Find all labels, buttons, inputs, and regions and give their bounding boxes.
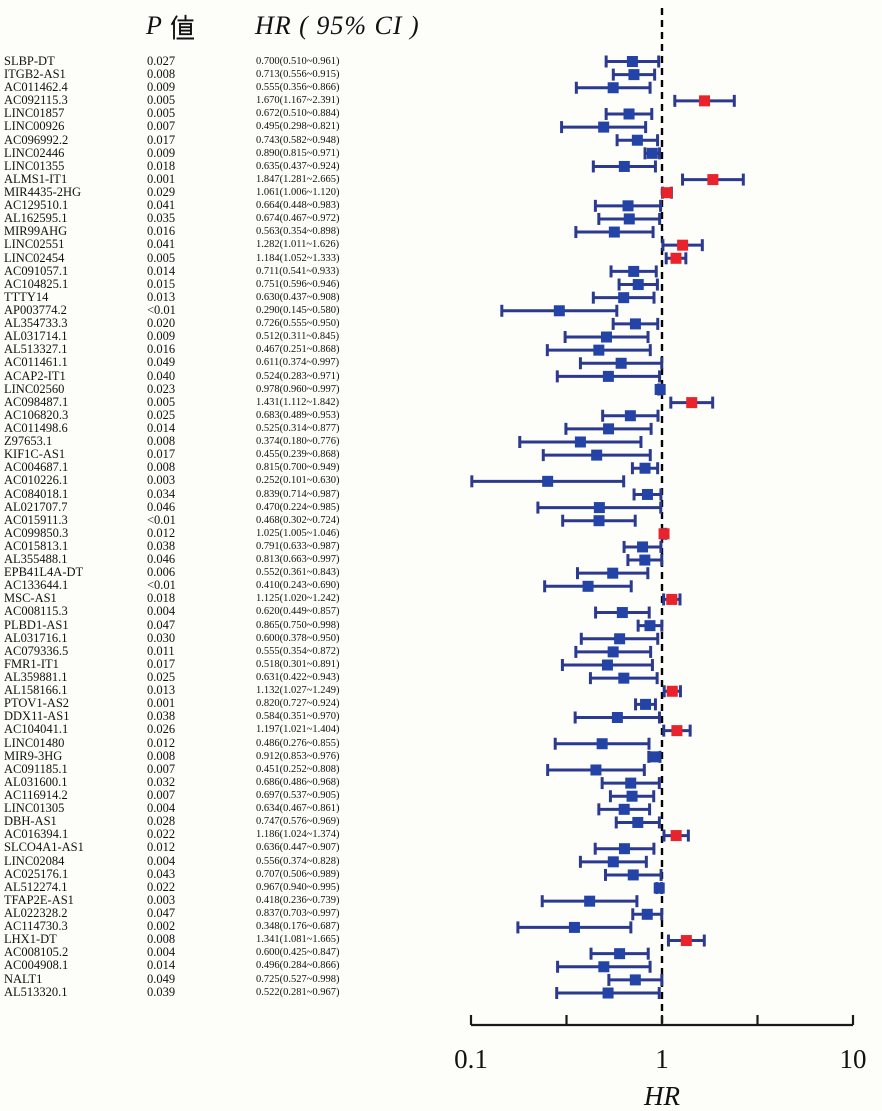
hr-marker bbox=[627, 56, 638, 67]
p-value: 0.047 bbox=[147, 906, 176, 920]
hr-marker bbox=[593, 345, 604, 356]
gene-name-label: AC116914.2 bbox=[4, 788, 68, 803]
gene-name-label: AC015813.1 bbox=[4, 538, 69, 553]
hr-marker bbox=[671, 725, 682, 736]
hr-marker bbox=[677, 240, 688, 251]
hr-marker bbox=[609, 227, 620, 238]
hr-marker bbox=[644, 620, 655, 631]
p-value: 0.012 bbox=[147, 840, 176, 855]
hr-marker bbox=[616, 358, 627, 369]
p-value: 0.030 bbox=[147, 630, 176, 645]
gene-name-label: AC096992.2 bbox=[4, 132, 69, 147]
p-value: 0.049 bbox=[147, 971, 176, 986]
hr-ci-value: 0.747(0.576~0.969) bbox=[256, 816, 340, 828]
hr-ci-value: 1.197(1.021~1.404) bbox=[256, 724, 340, 736]
hr-marker bbox=[554, 305, 565, 316]
hr-marker bbox=[671, 253, 682, 264]
p-value: 0.032 bbox=[147, 774, 176, 789]
hr-ci-value: 0.636(0.447~0.907) bbox=[256, 842, 340, 854]
p-value: <0.01 bbox=[147, 512, 176, 527]
gene-name-label: AC114730.3 bbox=[4, 919, 68, 934]
hr-marker bbox=[632, 817, 643, 828]
gene-name-label: AL513320.1 bbox=[4, 984, 68, 999]
hr-marker bbox=[624, 213, 635, 224]
hr-marker bbox=[630, 318, 641, 329]
hr-ci-value: 0.512(0.311~0.845) bbox=[256, 331, 340, 343]
hr-ci-value: 0.890(0.815~0.971) bbox=[256, 147, 340, 159]
hr-marker bbox=[614, 948, 625, 959]
hr-ci-value: 0.374(0.180~0.776) bbox=[256, 436, 340, 448]
hr-marker bbox=[647, 148, 658, 159]
hr-ci-value: 0.418(0.236~0.739) bbox=[256, 894, 340, 906]
p-value: 0.046 bbox=[147, 499, 176, 514]
hr-ci-value: 0.711(0.541~0.933) bbox=[256, 265, 340, 277]
p-value: 0.013 bbox=[147, 683, 176, 698]
gene-name-label: TFAP2E-AS1 bbox=[4, 892, 74, 907]
hr-marker bbox=[628, 69, 639, 80]
hr-marker bbox=[569, 922, 580, 933]
hr-marker bbox=[628, 869, 639, 880]
hr-ci-value: 0.725(0.527~0.998) bbox=[256, 973, 340, 985]
hr-ci-value: 0.611(0.374~0.997) bbox=[256, 357, 340, 369]
gene-name-label: AC091057.1 bbox=[4, 263, 69, 278]
hr-marker bbox=[594, 515, 605, 526]
p-value: 0.027 bbox=[147, 53, 176, 68]
hr-marker bbox=[601, 332, 612, 343]
p-value: 0.016 bbox=[147, 342, 176, 357]
hr-marker bbox=[607, 568, 618, 579]
hr-marker bbox=[603, 423, 614, 434]
hr-marker bbox=[618, 673, 629, 684]
hr-ci-value: 0.743(0.582~0.948) bbox=[256, 134, 340, 146]
hr-marker bbox=[671, 830, 682, 841]
hr-marker bbox=[686, 397, 697, 408]
hr-ci-value: 0.664(0.448~0.983) bbox=[256, 200, 340, 212]
hr-ci-value: 1.670(1.167~2.391) bbox=[256, 95, 340, 107]
hr-marker bbox=[667, 686, 678, 697]
gene-name-label: SLCO4A1-AS1 bbox=[4, 840, 84, 855]
p-value: 0.002 bbox=[147, 919, 176, 934]
p-value: 0.018 bbox=[147, 158, 176, 173]
p-value: 0.004 bbox=[147, 945, 176, 960]
p-value: <0.01 bbox=[147, 578, 176, 593]
hr-marker bbox=[590, 764, 601, 775]
gene-name-label: MIR99AHG bbox=[4, 224, 68, 239]
x-axis-title: HR bbox=[644, 1081, 680, 1111]
gene-name-label: AC011498.6 bbox=[4, 420, 68, 435]
hr-marker bbox=[628, 266, 639, 277]
p-value: 0.016 bbox=[147, 224, 176, 239]
hr-ci-value: 0.967(0.940~0.995) bbox=[256, 881, 340, 893]
p-value: 0.006 bbox=[147, 565, 176, 580]
hr-ci-value: 0.525(0.314~0.877) bbox=[256, 422, 340, 434]
hr-marker bbox=[681, 935, 692, 946]
gene-name-label: AL031600.1 bbox=[4, 774, 68, 789]
gene-name-label: AC079336.5 bbox=[4, 643, 69, 658]
p-value: 0.013 bbox=[147, 289, 176, 304]
hr-ci-value: 0.630(0.437~0.908) bbox=[256, 291, 340, 303]
gene-name-label: AC092115.3 bbox=[4, 93, 68, 108]
hr-marker bbox=[707, 174, 718, 185]
gene-name-label: AC004908.1 bbox=[4, 958, 69, 973]
gene-name-label: AC016394.1 bbox=[4, 827, 69, 842]
gene-name-label: LINC01305 bbox=[4, 801, 65, 816]
hr-marker bbox=[649, 751, 660, 762]
hr-ci-value: 0.631(0.422~0.943) bbox=[256, 672, 340, 684]
hr-marker bbox=[614, 633, 625, 644]
hr-ci-value: 0.290(0.145~0.580) bbox=[256, 304, 340, 316]
hr-ci-value: 0.791(0.633~0.987) bbox=[256, 540, 340, 552]
gene-name-label: AC099850.3 bbox=[4, 525, 69, 540]
p-value: 0.008 bbox=[147, 67, 176, 81]
gene-name-label: AP003774.2 bbox=[4, 302, 67, 317]
hr-ci-value: 0.713(0.556~0.915) bbox=[256, 69, 340, 80]
p-value: 0.007 bbox=[147, 788, 176, 803]
gene-name-label: FMR1-IT1 bbox=[4, 656, 59, 671]
gene-name-label: AC010226.1 bbox=[4, 473, 69, 488]
hr-marker bbox=[633, 279, 644, 290]
hr-marker bbox=[603, 988, 614, 999]
hr-ci-value: 0.600(0.378~0.950) bbox=[256, 632, 340, 644]
gene-name-label: MIR4435-2HG bbox=[4, 184, 82, 199]
hr-ci-value: 0.978(0.960~0.997) bbox=[256, 383, 340, 395]
hr-ci-value: 0.563(0.354~0.898) bbox=[256, 226, 340, 238]
gene-name-label: AC091185.1 bbox=[4, 761, 68, 776]
hr-marker bbox=[608, 856, 619, 867]
hr-marker bbox=[699, 95, 710, 106]
hr-ci-value: 0.620(0.449~0.857) bbox=[256, 606, 340, 618]
gene-name-label: LINC02560 bbox=[4, 381, 65, 396]
p-value: 0.038 bbox=[147, 709, 176, 724]
gene-name-label: LINC02551 bbox=[4, 237, 65, 252]
gene-name-label: AL158166.1 bbox=[4, 683, 68, 698]
p-value: 0.041 bbox=[147, 198, 176, 213]
hr-ci-value: 0.726(0.555~0.950) bbox=[256, 318, 340, 330]
hr-ci-value: 0.518(0.301~0.891) bbox=[256, 658, 340, 670]
hr-ci-value: 1.132(1.027~1.249) bbox=[256, 685, 340, 697]
p-value: 0.004 bbox=[147, 853, 176, 868]
hr-ci-value: 0.600(0.425~0.847) bbox=[256, 947, 340, 959]
gene-name-label: AL022328.2 bbox=[4, 906, 68, 920]
hr-ci-value: 0.486(0.276~0.855) bbox=[256, 737, 340, 749]
p-value: <0.01 bbox=[147, 302, 176, 317]
p-value: 0.034 bbox=[147, 486, 176, 501]
gene-name-label: ALMS1-IT1 bbox=[4, 171, 68, 186]
hr-ci-value: 0.468(0.302~0.724) bbox=[256, 514, 340, 526]
gene-name-label: AC004687.1 bbox=[4, 460, 69, 475]
p-value: 0.039 bbox=[147, 984, 176, 999]
column-header-hr-ci: HR ( 95% CI ) bbox=[255, 11, 420, 40]
p-value: 0.017 bbox=[147, 447, 176, 462]
gene-name-label: AL359881.1 bbox=[4, 670, 68, 685]
gene-name-label: DDX11-AS1 bbox=[4, 709, 70, 724]
p-value: 0.003 bbox=[147, 473, 176, 488]
gene-name-label: AL512274.1 bbox=[4, 879, 68, 894]
hr-ci-value: 0.683(0.489~0.953) bbox=[256, 409, 340, 421]
p-value: 0.009 bbox=[147, 145, 176, 160]
gene-name-label: Z97653.1 bbox=[4, 434, 53, 449]
hr-ci-value: 0.865(0.750~0.998) bbox=[256, 619, 340, 631]
gene-name-label: LINC02446 bbox=[4, 145, 65, 160]
gene-name-label: ACAP2-IT1 bbox=[4, 368, 66, 383]
hr-marker bbox=[640, 463, 651, 474]
hr-ci-value: 1.341(1.081~1.665) bbox=[256, 934, 340, 946]
gene-name-label: AL031714.1 bbox=[4, 329, 68, 344]
p-value: 0.005 bbox=[147, 250, 176, 265]
gene-name-label: AC011461.1 bbox=[4, 355, 68, 370]
hr-marker bbox=[594, 502, 605, 513]
p-value: 0.017 bbox=[147, 656, 176, 671]
gene-name-label: AC025176.1 bbox=[4, 866, 69, 881]
gene-name-label: AC106820.3 bbox=[4, 407, 69, 422]
gene-name-label: AL031716.1 bbox=[4, 630, 68, 645]
gene-name-label: LINC01857 bbox=[4, 106, 65, 121]
p-value: 0.003 bbox=[147, 892, 176, 907]
gene-name-label: DBH-AS1 bbox=[4, 814, 57, 829]
hr-marker bbox=[584, 896, 595, 907]
p-value: 0.025 bbox=[147, 407, 176, 422]
hr-marker bbox=[627, 791, 638, 802]
p-value: 0.020 bbox=[147, 316, 176, 331]
p-header-latin: P bbox=[146, 11, 162, 40]
hr-ci-value: 1.186(1.024~1.374) bbox=[256, 829, 340, 841]
p-value: 0.001 bbox=[147, 171, 176, 186]
hr-ci-value: 0.837(0.703~0.997) bbox=[256, 908, 340, 919]
hr-ci-value: 1.125(1.020~1.242) bbox=[256, 593, 340, 605]
hr-ci-value: 0.635(0.437~0.924) bbox=[256, 160, 340, 172]
hr-marker bbox=[642, 489, 653, 500]
hr-marker bbox=[619, 161, 630, 172]
hr-marker bbox=[639, 555, 650, 566]
hr-ci-value: 0.467(0.251~0.868) bbox=[256, 344, 340, 356]
hr-marker bbox=[602, 660, 613, 671]
hr-marker bbox=[619, 804, 630, 815]
p-value: 0.005 bbox=[147, 106, 176, 121]
gene-name-label: AL021707.7 bbox=[4, 499, 68, 514]
gene-name-label: LINC02454 bbox=[4, 250, 65, 265]
hr-ci-value: 0.686(0.486~0.968) bbox=[256, 776, 340, 788]
hr-ci-value: 0.697(0.537~0.905) bbox=[256, 790, 340, 802]
hr-marker bbox=[608, 82, 619, 93]
p-value: 0.029 bbox=[147, 184, 176, 199]
gene-name-label: SLBP-DT bbox=[4, 53, 55, 68]
p-value: 0.018 bbox=[147, 591, 176, 606]
gene-name-label: AL513327.1 bbox=[4, 342, 68, 357]
hr-ci-value: 0.522(0.281~0.967) bbox=[256, 986, 340, 998]
p-value: 0.015 bbox=[147, 276, 176, 291]
hr-ci-value: 0.751(0.596~0.946) bbox=[256, 278, 340, 290]
hr-ci-value: 0.700(0.510~0.961) bbox=[256, 55, 340, 67]
p-value: 0.035 bbox=[147, 211, 176, 226]
hr-marker bbox=[654, 883, 665, 894]
hr-ci-value: 0.820(0.727~0.924) bbox=[256, 698, 340, 710]
p-value: 0.022 bbox=[147, 827, 176, 842]
hr-marker bbox=[659, 528, 670, 539]
p-value: 0.028 bbox=[147, 814, 176, 829]
hr-marker bbox=[597, 738, 608, 749]
hr-marker bbox=[612, 712, 623, 723]
gene-name-label: LINC02084 bbox=[4, 853, 65, 868]
gene-name-label: AL355488.1 bbox=[4, 552, 68, 567]
gene-name-label: AC011462.4 bbox=[4, 80, 68, 95]
hr-ci-value: 1.431(1.112~1.842) bbox=[256, 396, 340, 408]
gene-name-label: NALT1 bbox=[4, 971, 43, 986]
hr-marker bbox=[608, 646, 619, 657]
hr-marker bbox=[591, 450, 602, 461]
hr-ci-value: 0.815(0.700~0.949) bbox=[256, 462, 340, 474]
gene-name-label: LINC01480 bbox=[4, 735, 65, 750]
hr-ci-value: 0.455(0.239~0.868) bbox=[256, 449, 340, 461]
hr-marker bbox=[661, 187, 672, 198]
gene-name-label: TTTY14 bbox=[4, 289, 49, 304]
hr-ci-value: 0.672(0.510~0.884) bbox=[256, 108, 340, 120]
p-value: 0.012 bbox=[147, 525, 176, 540]
hr-ci-value: 0.556(0.374~0.828) bbox=[256, 855, 340, 867]
gene-name-label: MSC-AS1 bbox=[4, 591, 57, 606]
p-value: 0.008 bbox=[147, 932, 176, 947]
p-value: 0.001 bbox=[147, 696, 176, 711]
gene-name-label: EPB41L4A-DT bbox=[4, 565, 84, 580]
p-value: 0.005 bbox=[147, 394, 176, 409]
gene-name-label: LINC01355 bbox=[4, 158, 65, 173]
hr-ci-value: 0.674(0.467~0.972) bbox=[256, 213, 340, 225]
hr-ci-value: 0.252(0.101~0.630) bbox=[256, 475, 340, 487]
hr-ci-value: 0.912(0.853~0.976) bbox=[256, 750, 340, 762]
hr-ci-value: 0.634(0.467~0.861) bbox=[256, 803, 340, 815]
p-value: 0.008 bbox=[147, 460, 176, 475]
p-value: 0.026 bbox=[147, 722, 176, 737]
hr-marker bbox=[617, 607, 628, 618]
p-value: 0.017 bbox=[147, 132, 176, 147]
p-value: 0.049 bbox=[147, 355, 176, 370]
p-value: 0.004 bbox=[147, 604, 176, 619]
hr-ci-value: 0.707(0.506~0.989) bbox=[256, 868, 340, 880]
hr-ci-value: 0.555(0.356~0.866) bbox=[256, 82, 340, 94]
hr-ci-value: 0.555(0.354~0.872) bbox=[256, 645, 340, 657]
hr-marker bbox=[630, 974, 641, 985]
p-value: 0.012 bbox=[147, 735, 176, 750]
p-value: 0.022 bbox=[147, 879, 176, 894]
hr-marker bbox=[623, 200, 634, 211]
hr-ci-value: 0.552(0.361~0.843) bbox=[256, 567, 340, 579]
hr-ci-value: 0.410(0.243~0.690) bbox=[256, 580, 340, 592]
p-value: 0.047 bbox=[147, 617, 176, 632]
hr-marker bbox=[575, 436, 586, 447]
p-value: 0.011 bbox=[147, 643, 175, 658]
hr-ci-value: 0.813(0.663~0.997) bbox=[256, 554, 340, 566]
gene-name-label: AC084018.1 bbox=[4, 486, 69, 501]
gene-name-label: LINC00926 bbox=[4, 119, 65, 134]
p-value: 0.007 bbox=[147, 761, 176, 776]
hr-marker bbox=[625, 778, 636, 789]
p-value: 0.023 bbox=[147, 381, 176, 396]
p-value: 0.038 bbox=[147, 538, 176, 553]
hr-marker bbox=[642, 909, 653, 920]
hr-ci-value: 0.495(0.298~0.821) bbox=[256, 121, 340, 133]
p-value: 0.014 bbox=[147, 958, 176, 973]
gene-name-label: AC133644.1 bbox=[4, 578, 69, 593]
gene-name-label: ITGB2-AS1 bbox=[4, 67, 66, 81]
hr-marker bbox=[583, 581, 594, 592]
x-axis-tick-label: 10 bbox=[839, 1044, 867, 1074]
p-value: 0.009 bbox=[147, 80, 176, 95]
hr-marker bbox=[666, 594, 677, 605]
hr-ci-value: 0.496(0.284~0.866) bbox=[256, 960, 340, 972]
gene-name-label: AC104825.1 bbox=[4, 276, 69, 291]
hr-marker bbox=[618, 292, 629, 303]
gene-name-label: PTOV1-AS2 bbox=[4, 696, 70, 711]
p-value: 0.046 bbox=[147, 552, 176, 567]
hr-ci-value: 1.184(1.052~1.333) bbox=[256, 252, 340, 264]
p-value: 0.007 bbox=[147, 119, 176, 134]
hr-ci-value: 0.348(0.176~0.687) bbox=[256, 921, 340, 933]
hr-marker bbox=[640, 699, 651, 710]
hr-marker bbox=[542, 476, 553, 487]
p-value: 0.014 bbox=[147, 420, 176, 435]
p-value: 0.005 bbox=[147, 93, 176, 108]
hr-marker bbox=[632, 135, 643, 146]
gene-name-label: AC008115.3 bbox=[4, 604, 68, 619]
p-value: 0.043 bbox=[147, 866, 176, 881]
p-value: 0.009 bbox=[147, 329, 176, 344]
hr-ci-value: 1.282(1.011~1.626) bbox=[256, 239, 340, 251]
hr-marker bbox=[655, 384, 666, 395]
hr-ci-value: 1.847(1.281~2.665) bbox=[256, 173, 340, 185]
p-value: 0.004 bbox=[147, 801, 176, 816]
p-value: 0.008 bbox=[147, 748, 176, 763]
gene-name-label: PLBD1-AS1 bbox=[4, 617, 69, 632]
hr-ci-value: 0.470(0.224~0.985) bbox=[256, 501, 340, 513]
p-value: 0.008 bbox=[147, 434, 176, 449]
gene-name-label: AC104041.1 bbox=[4, 722, 69, 737]
gene-name-label: AC098487.1 bbox=[4, 394, 69, 409]
hr-ci-value: 0.839(0.714~0.987) bbox=[256, 488, 340, 500]
hr-ci-value: 0.524(0.283~0.971) bbox=[256, 370, 340, 382]
hr-marker bbox=[598, 961, 609, 972]
p-value: 0.014 bbox=[147, 263, 176, 278]
p-value: 0.040 bbox=[147, 368, 176, 383]
gene-name-label: AL354733.3 bbox=[4, 316, 68, 331]
gene-name-label: AC129510.1 bbox=[4, 198, 69, 213]
hr-marker bbox=[637, 541, 648, 552]
gene-name-label: AL162595.1 bbox=[4, 211, 68, 226]
gene-name-label: AC008105.2 bbox=[4, 945, 69, 960]
hr-ci-value: 1.025(1.005~1.046) bbox=[256, 527, 340, 539]
p-value: 0.025 bbox=[147, 670, 176, 685]
hr-marker bbox=[624, 108, 635, 119]
x-axis-tick-label: 1 bbox=[655, 1044, 669, 1074]
hr-ci-value: 1.061(1.006~1.120) bbox=[256, 186, 340, 198]
x-axis-tick-label: 0.1 bbox=[454, 1044, 488, 1074]
hr-marker bbox=[598, 122, 609, 133]
hr-ci-value: 0.584(0.351~0.970) bbox=[256, 711, 340, 723]
hr-marker bbox=[603, 371, 614, 382]
gene-name-label: MIR9-3HG bbox=[4, 748, 63, 763]
gene-name-label: AC015911.3 bbox=[4, 512, 68, 527]
p-value: 0.041 bbox=[147, 237, 176, 252]
hr-marker bbox=[619, 843, 630, 854]
hr-marker bbox=[625, 410, 636, 421]
gene-name-label: KIF1C-AS1 bbox=[4, 447, 66, 462]
hr-ci-value: 0.451(0.252~0.808) bbox=[256, 763, 340, 775]
gene-name-label: LHX1-DT bbox=[4, 932, 57, 947]
